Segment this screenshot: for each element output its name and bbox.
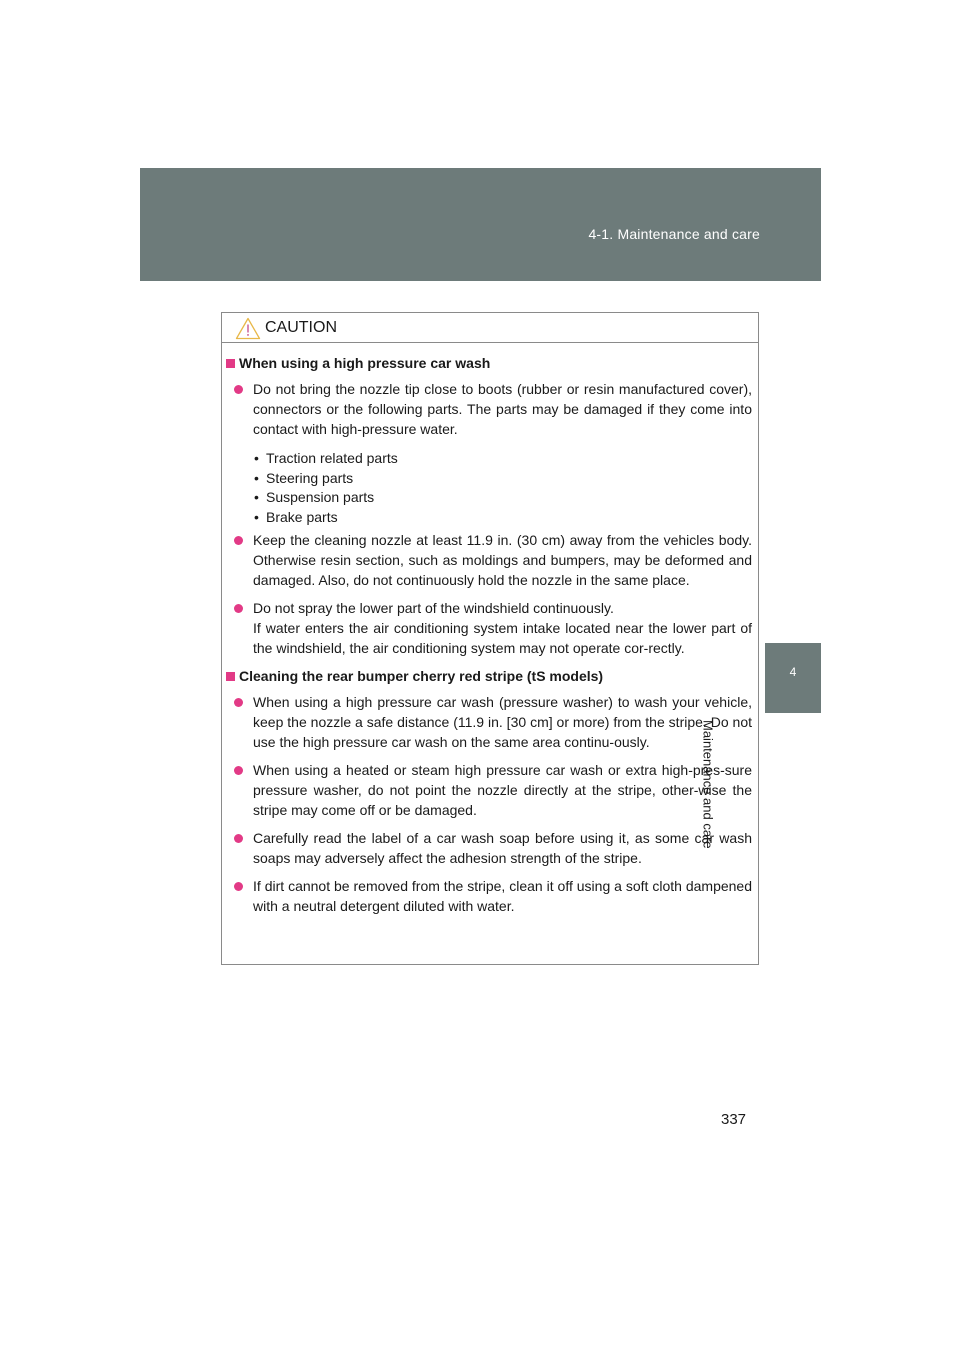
square-bullet-icon (226, 359, 235, 368)
parts-list (222, 447, 758, 527)
round-bullet-icon (234, 698, 243, 707)
list-item (222, 598, 758, 658)
list-item (222, 692, 758, 752)
section-heading-high-pressure (222, 353, 758, 373)
page-number: 337 (721, 1111, 747, 1128)
list-item (222, 760, 758, 820)
caution-label: CAUTION (265, 319, 337, 336)
list-item (222, 828, 758, 868)
list-item-text: When using a heated or steam high pressure car wash or extra high-pres-sure pressure washer, do not point the nozzle directly at the stripe, other-wise the stripe may come off or be damaged. (253, 762, 752, 818)
parts-list-item: • Steering parts (222, 469, 758, 489)
warning-triangle-icon (235, 317, 261, 340)
list-item (222, 876, 758, 916)
list-item-text: Do not spray the lower part of the windshield continuously. (253, 600, 614, 616)
parts-list-item: • Suspension parts (222, 488, 758, 508)
chapter-tab-number (765, 643, 821, 713)
parts-list-item: • Brake parts (222, 508, 758, 528)
list-item-text: Do not bring the nozzle tip close to boots (rubber or resin manufactured cover), connectors or the following parts. The parts may be damaged if they come into contact with high-pressure water. (253, 381, 752, 437)
parts-list-item: • Traction related parts (222, 449, 758, 469)
round-bullet-icon (234, 766, 243, 775)
chapter-tab-label (700, 720, 807, 890)
round-bullet-icon (234, 604, 243, 613)
round-bullet-icon (234, 536, 243, 545)
square-bullet-icon (226, 672, 235, 681)
list-item-text: Keep the cleaning nozzle at least 11.9 in. (30 cm) away from the vehicles body. Otherwise resin section, such as moldings and bumpers, may be deformed and damaged. Also, do not continuously hold the nozzle in the same place. (253, 532, 752, 588)
list-item (222, 530, 758, 590)
list-item-text: Carefully read the label of a car wash soap before using it, as some car wash soaps may adversely affect the adhesion strength of the stripe. (253, 830, 752, 866)
chapter-number: 4 (789, 665, 797, 679)
section-heading-text: When using a high pressure car wash (239, 355, 491, 371)
chapter-label: Maintenance and care (700, 720, 716, 849)
list-item (222, 379, 758, 439)
chapter-header-band (140, 168, 821, 281)
section-title: 4-1. Maintenance and care (588, 226, 760, 242)
list-item-text: If water enters the air conditioning system intake located near the lower part of the windshield, the air conditioning system may not operate cor-rectly. (253, 620, 752, 656)
list-item-text: If dirt cannot be removed from the stripe, clean it off using a soft cloth dampened with a neutral detergent diluted with water. (253, 878, 752, 914)
round-bullet-icon (234, 834, 243, 843)
caution-box (221, 312, 759, 965)
caution-body (222, 353, 758, 924)
round-bullet-icon (234, 882, 243, 891)
list-item-text: When using a high pressure car wash (pressure washer) to wash your vehicle, keep the nozzle a safe distance (11.9 in. [30 cm] or more) from the stripe. Do not use the high pressure car wash on the same area continu-ously. (253, 694, 752, 750)
section-heading-stripe (222, 666, 758, 686)
caution-header (222, 313, 758, 343)
section-heading-text: Cleaning the rear bumper cherry red stripe (tS models) (239, 668, 604, 684)
round-bullet-icon (234, 385, 243, 394)
